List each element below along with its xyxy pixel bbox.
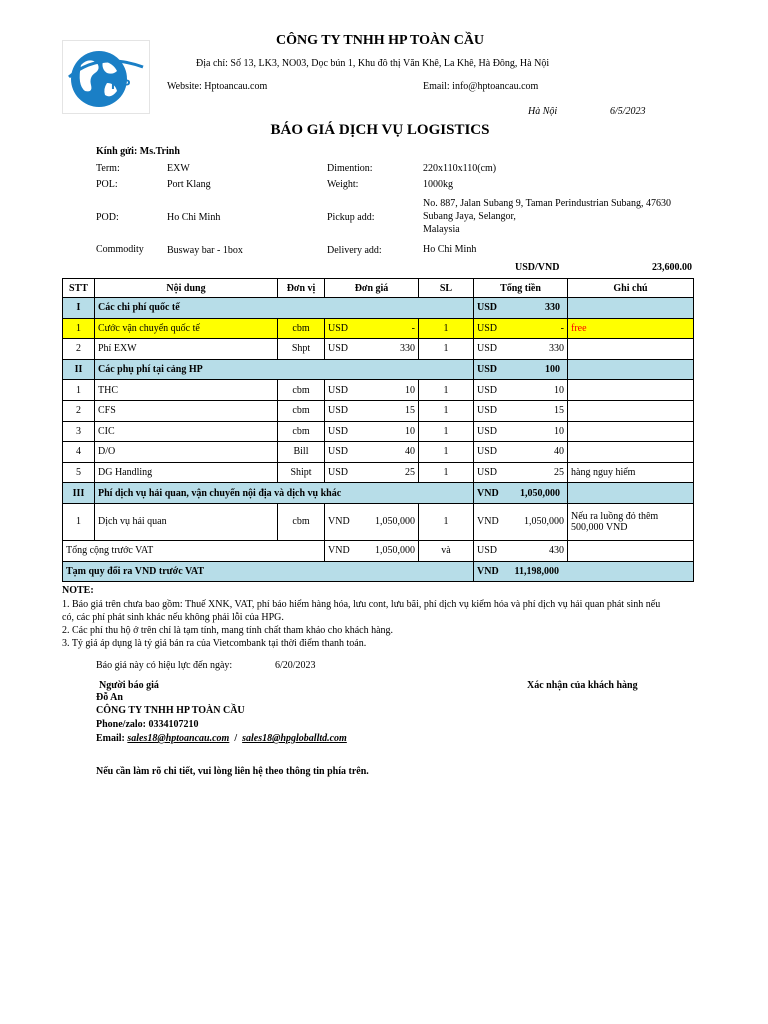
greeting: Kính gửi: Ms.Trinh: [96, 146, 180, 157]
validity-date: 6/20/2023: [275, 660, 316, 671]
delivery-value: Ho Chi Minh: [423, 244, 477, 255]
row-stt: 1: [63, 318, 95, 339]
section-row: [63, 359, 694, 380]
pod-label: POD:: [96, 212, 119, 223]
col-header-unit: Đơn vị: [278, 279, 325, 298]
row-note: free: [568, 318, 694, 339]
row-content: CIC: [95, 421, 278, 442]
row-stt: 5: [63, 462, 95, 483]
page-title: BÁO GIÁ DỊCH VỤ LOGISTICS: [270, 122, 490, 138]
currency: USD: [477, 302, 498, 314]
currency: USD: [328, 384, 349, 396]
quote-table: [62, 278, 694, 582]
row-unit: Shpt: [278, 339, 325, 360]
pod-value: Ho Chi Minh: [167, 212, 221, 223]
table-row: [63, 318, 694, 339]
row-unit: Shipt: [278, 462, 325, 483]
row-price-cell: [325, 503, 419, 540]
price: -: [411, 322, 415, 334]
commodity-value: Busway bar - 1box: [167, 245, 243, 256]
price: 1,050,000: [375, 516, 415, 528]
row-price-cell: [325, 339, 419, 360]
currency: USD: [477, 364, 498, 376]
section-total-cell: [474, 359, 568, 380]
row-unit: cbm: [278, 318, 325, 339]
pol-value: Port Klang: [167, 179, 211, 190]
row-qty: 1: [419, 400, 474, 421]
validity-label: Báo giá này có hiệu lực đến ngày:: [96, 660, 233, 671]
row-stt: 2: [63, 339, 95, 360]
final-total-row: [63, 561, 694, 582]
currency: VND: [328, 545, 350, 557]
note-heading: NOTE:: [62, 585, 94, 596]
row-note: [568, 380, 694, 401]
col-header-content: Nội dung: [95, 279, 278, 298]
row-content: THC: [95, 380, 278, 401]
subtotal-and: và: [419, 540, 474, 561]
pickup-line2: Subang Jaya, Selangor,: [423, 211, 516, 222]
quoter-label: Người báo giá: [99, 680, 159, 691]
currency: VND: [477, 516, 499, 528]
table-row: [63, 380, 694, 401]
row-note: Nếu ra luồng đỏ thêm 500,000 VND: [568, 503, 694, 540]
row-qty: 1: [419, 421, 474, 442]
row-stt: 2: [63, 400, 95, 421]
pickup-label: Pickup add:: [327, 212, 375, 223]
table-row: [63, 339, 694, 360]
place: Hà Nội: [528, 106, 558, 117]
section-row: [63, 483, 694, 504]
price: 15: [405, 405, 415, 417]
subtotal-price-cell: [325, 540, 419, 561]
row-unit: Bill: [278, 442, 325, 463]
currency: USD: [477, 425, 498, 437]
currency: USD: [477, 467, 498, 479]
price: 25: [405, 467, 415, 479]
amount: 11,198,000: [514, 565, 559, 577]
col-header-qty: SL: [419, 279, 474, 298]
section-title: Phí dịch vụ hải quan, vận chuyển nội địa và dịch vụ khác: [95, 483, 474, 504]
note-1a: 1. Báo giá trên chưa bao gồm: Thuế XNK, VAT, phí bảo hiểm hàng hóa, lưu cont, lưu bãi, phí dịch vụ kiểm hóa và phí dịch vụ hải quan phát sinh nếu: [62, 599, 661, 610]
row-content: D/O: [95, 442, 278, 463]
final-label: Tạm quy đổi ra VND trước VAT: [63, 561, 474, 582]
section-title: Các chi phí quốc tế: [95, 298, 474, 319]
quoter-phone: Phone/zalo: 0334107210: [96, 719, 199, 730]
quoter-company: CÔNG TY TNHH HP TOÀN CẦU: [96, 705, 245, 716]
row-unit: cbm: [278, 421, 325, 442]
row-content: CFS: [95, 400, 278, 421]
company-address: Địa chỉ: Số 13, LK3, NO03, Dọc bún 1, Khu đô thị Văn Khê, La Khê, Hà Đông, Hà Nội: [196, 58, 550, 69]
row-content: Cước vận chuyển quốc tế: [95, 318, 278, 339]
col-header-price: Đơn giá: [325, 279, 419, 298]
rate-value: 23,600.00: [652, 262, 692, 273]
currency: USD: [477, 384, 498, 396]
col-header-note: Ghi chú: [568, 279, 694, 298]
row-note: hàng nguy hiểm: [568, 462, 694, 483]
section-title: Các phụ phí tại cảng HP: [95, 359, 474, 380]
pickup-line3: Malaysia: [423, 224, 460, 235]
currency: USD: [328, 446, 349, 458]
section-stt: II: [63, 359, 95, 380]
row-stt: 3: [63, 421, 95, 442]
currency: USD: [477, 343, 498, 355]
email-label: Email:: [96, 733, 125, 744]
rate-label: USD/VND: [515, 262, 560, 273]
row-total-cell: [474, 462, 568, 483]
row-unit: cbm: [278, 380, 325, 401]
amount: 1,050,000: [520, 487, 560, 499]
section-stt: III: [63, 483, 95, 504]
row-price-cell: [325, 380, 419, 401]
row-qty: 1: [419, 503, 474, 540]
row-qty: 1: [419, 339, 474, 360]
term-label: Term:: [96, 163, 120, 174]
row-stt: 4: [63, 442, 95, 463]
row-price-cell: [325, 462, 419, 483]
row-total-cell: [474, 380, 568, 401]
table-row: [63, 503, 694, 540]
col-header-stt: STT: [63, 279, 95, 298]
row-total-cell: [474, 339, 568, 360]
weight-label: Weight:: [327, 179, 359, 190]
row-qty: 1: [419, 442, 474, 463]
currency: USD: [328, 322, 349, 334]
row-total-cell: [474, 400, 568, 421]
row-qty: 1: [419, 380, 474, 401]
row-qty: 1: [419, 462, 474, 483]
currency: USD: [328, 343, 349, 355]
section-total-cell: [474, 483, 568, 504]
table-row: [63, 462, 694, 483]
row-stt: 1: [63, 380, 95, 401]
commodity-label: Commodity: [96, 244, 144, 255]
currency: USD: [477, 405, 498, 417]
col-header-total: Tổng tiền: [474, 279, 568, 298]
price: 10: [405, 425, 415, 437]
price: 10: [405, 384, 415, 396]
table-row: [63, 421, 694, 442]
row-unit: cbm: [278, 400, 325, 421]
subtotal-note: [568, 540, 694, 561]
amount: 10: [554, 425, 564, 437]
section-note: [568, 359, 694, 380]
row-total-cell: [474, 442, 568, 463]
dimention-label: Dimention:: [327, 163, 373, 174]
table-row: [63, 400, 694, 421]
company-email: Email: info@hptoancau.com: [423, 81, 539, 92]
term-value: EXW: [167, 163, 190, 174]
row-price-cell: [325, 421, 419, 442]
currency: USD: [477, 446, 498, 458]
amount: 1,050,000: [524, 516, 564, 528]
row-note: [568, 400, 694, 421]
currency: USD: [477, 545, 498, 557]
company-logo: [62, 40, 150, 114]
currency: VND: [477, 565, 499, 577]
email-link-2[interactable]: sales18@hpgloballtd.com: [242, 733, 347, 744]
amount: 15: [554, 405, 564, 417]
customer-confirm-label: Xác nhận của khách hàng: [527, 680, 638, 691]
dimention-value: 220x110x110(cm): [423, 163, 497, 174]
currency: USD: [328, 425, 349, 437]
row-unit: cbm: [278, 503, 325, 540]
email-link-1[interactable]: sales18@hptoancau.com: [127, 733, 230, 744]
subtotal-row: [63, 540, 694, 561]
quoter-name: Đỗ An: [96, 692, 123, 703]
row-price-cell: [325, 400, 419, 421]
row-total-cell: [474, 421, 568, 442]
row-qty: 1: [419, 318, 474, 339]
section-total-cell: [474, 298, 568, 319]
section-stt: I: [63, 298, 95, 319]
footer-contact-note: Nếu cần làm rõ chi tiết, vui lòng liên hệ theo thông tin phía trên.: [96, 766, 369, 777]
row-content: DG Handling: [95, 462, 278, 483]
pickup-line1: No. 887, Jalan Subang 9, Taman Perindustrian Subang, 47630: [423, 198, 671, 209]
company-name: CÔNG TY TNHH HP TOÀN CẦU: [275, 33, 485, 48]
note-2: 2. Các phí thu hộ ở trên chỉ là tạm tính, mang tính chất tham khảo cho khách hàng.: [62, 625, 394, 636]
row-price-cell: [325, 442, 419, 463]
subtotal-label: Tổng cộng trước VAT: [63, 540, 325, 561]
quote-date: 6/5/2023: [610, 106, 646, 117]
company-website: Website: Hptoancau.com: [167, 81, 268, 92]
amount: 330: [549, 343, 564, 355]
currency: VND: [477, 487, 499, 499]
weight-value: 1000kg: [423, 179, 453, 190]
section-note: [568, 298, 694, 319]
row-total-cell: [474, 318, 568, 339]
quoter-email-line: [96, 733, 347, 744]
amount: 10: [554, 384, 564, 396]
amount: 100: [545, 364, 560, 376]
final-amount-cell: [514, 561, 694, 582]
row-content: Phí EXW: [95, 339, 278, 360]
email-separator: /: [234, 733, 238, 744]
amount: 1,050,000: [375, 545, 415, 557]
row-note: [568, 442, 694, 463]
section-row: [63, 298, 694, 319]
currency: USD: [477, 322, 498, 334]
table-header-row: [63, 279, 694, 298]
amount: 25: [554, 467, 564, 479]
amount: 40: [554, 446, 564, 458]
section-note: [568, 483, 694, 504]
currency: VND: [328, 516, 350, 528]
logo-text: HP: [111, 76, 131, 92]
amount: -: [560, 322, 564, 334]
row-price-cell: [325, 318, 419, 339]
delivery-label: Delivery add:: [327, 245, 382, 256]
globe-logo-icon: [63, 41, 149, 113]
note-3: 3. Tỷ giá áp dụng là tỷ giá bán ra của Vietcombank tại thời điểm thanh toán.: [62, 638, 367, 649]
amount: 430: [549, 545, 564, 557]
row-stt: 1: [63, 503, 95, 540]
price: 330: [400, 343, 415, 355]
pol-label: POL:: [96, 179, 118, 190]
row-content: Dịch vụ hải quan: [95, 503, 278, 540]
table-row: [63, 442, 694, 463]
amount: 330: [545, 302, 560, 314]
price: 40: [405, 446, 415, 458]
row-note: [568, 339, 694, 360]
currency: USD: [328, 467, 349, 479]
note-1b: có, các phí phát sinh khác nếu không phải lỗi của HPG.: [62, 612, 284, 623]
row-note: [568, 421, 694, 442]
row-total-cell: [474, 503, 568, 540]
currency: USD: [328, 405, 349, 417]
subtotal-total-cell: [474, 540, 568, 561]
